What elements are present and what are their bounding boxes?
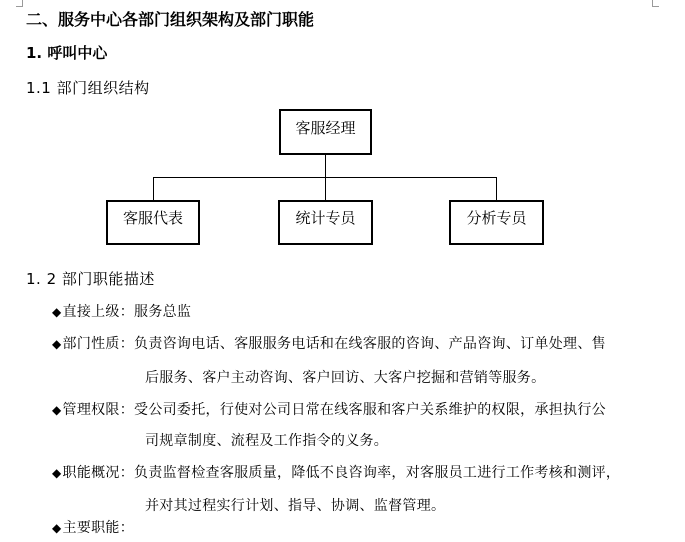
diamond-bullet-icon: ◆ xyxy=(52,521,62,535)
org-box-customer-rep: 客服代表 xyxy=(106,200,200,245)
duty-overview-continuation: 并对其过程实行计划、指导、协调、监督管理。 xyxy=(145,498,446,514)
diamond-bullet-icon: ◆ xyxy=(52,466,62,480)
org-box-statistics-specialist: 统计专员 xyxy=(278,200,373,245)
duty-authority-continuation: 司规章制度、流程及工作指令的义务。 xyxy=(145,433,389,449)
diamond-bullet-icon: ◆ xyxy=(52,305,62,319)
duty-label: 职能概况： xyxy=(62,465,135,481)
duty-label: 主要职能： xyxy=(62,520,135,536)
duty-value: 受公司委托，行使对公司日常在线客服和客户关系维护的权限，承担执行公 xyxy=(134,402,606,418)
duty-label: 部门性质： xyxy=(62,336,135,352)
duty-item-nature xyxy=(52,333,606,353)
duty-item-main-functions xyxy=(52,517,134,537)
org-box-manager: 客服经理 xyxy=(279,109,372,155)
duty-value: 负责监督检查客服质量，降低不良咨询率，对客服员工进行工作考核和测评， xyxy=(134,465,621,481)
duty-item-authority xyxy=(52,399,606,419)
org-connector-vertical-right xyxy=(496,177,497,200)
duty-label: 管理权限： xyxy=(62,402,135,418)
duty-item-superior xyxy=(52,301,191,321)
duty-value: 负责咨询电话、客服服务电话和在线客服的咨询、产品咨询、订单处理、售 xyxy=(134,336,606,352)
section-heading-call-center: 1. 呼叫中心 xyxy=(26,44,108,62)
org-box-analysis-specialist: 分析专员 xyxy=(449,200,544,245)
duty-value: 服务总监 xyxy=(134,304,192,320)
subsection-heading-duties: 1. 2 部门职能描述 xyxy=(26,270,155,288)
page-corner-mark-left xyxy=(16,0,23,7)
duty-nature-continuation: 后服务、客户主动咨询、客户回访、大客户挖掘和营销等服务。 xyxy=(145,370,546,386)
chapter-heading: 二、服务中心各部门组织架构及部门职能 xyxy=(26,10,315,29)
org-connector-vertical-left xyxy=(153,177,154,200)
org-connector-horizontal xyxy=(153,177,497,178)
diamond-bullet-icon: ◆ xyxy=(52,403,62,417)
subsection-heading-org-structure: 1.1 部门组织结构 xyxy=(26,79,150,97)
diamond-bullet-icon: ◆ xyxy=(52,337,62,351)
duty-label: 直接上级： xyxy=(62,304,135,320)
page-corner-mark-right xyxy=(652,0,659,7)
duty-item-overview xyxy=(52,462,620,482)
